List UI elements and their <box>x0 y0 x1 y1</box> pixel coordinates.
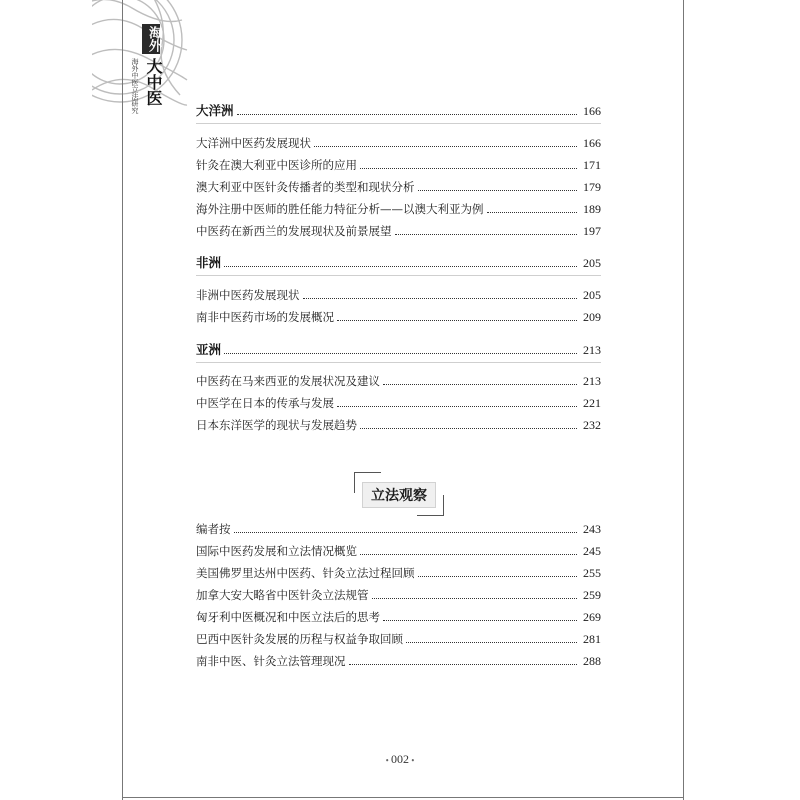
toc-entry[interactable] <box>196 132 601 150</box>
toc-entry[interactable] <box>196 176 601 194</box>
toc-entry-title: 澳大利亚中医针灸传播者的类型和现状分析 <box>196 180 415 194</box>
series-logo <box>131 24 165 124</box>
toc-entry-title: 大洋洲中医药发展现状 <box>196 136 311 150</box>
toc-page-number: 221 <box>583 396 601 410</box>
toc-page-number: 288 <box>583 654 601 668</box>
page-number-left-dot: • <box>385 755 391 766</box>
toc-entry-title: 非洲中医药发展现状 <box>196 288 300 302</box>
toc-page-number: 269 <box>583 610 601 624</box>
dot-leader <box>360 168 577 169</box>
section-divider <box>196 275 601 276</box>
toc-entry[interactable] <box>196 198 601 216</box>
toc-entry-title: 加拿大安大略省中医针灸立法规管 <box>196 588 369 602</box>
page-number <box>362 752 438 767</box>
logo-main-title: 大中医 <box>144 58 163 106</box>
toc-page-number: 166 <box>583 104 601 118</box>
dot-leader <box>418 576 578 577</box>
toc-page-number: 245 <box>583 544 601 558</box>
toc-page-number: 232 <box>583 418 601 432</box>
logo-calligraphy: 海外 <box>142 24 160 54</box>
toc-page-number: 166 <box>583 136 601 150</box>
dot-leader <box>337 320 577 321</box>
toc-entry[interactable] <box>196 306 601 324</box>
toc-page-number: 205 <box>583 288 601 302</box>
part-heading-label: 立法观察 <box>362 482 436 508</box>
dot-leader <box>395 234 578 235</box>
dot-leader <box>234 532 578 533</box>
page-number-right-dot: • <box>409 755 415 766</box>
toc-entry[interactable] <box>196 154 601 172</box>
toc-entry-title: 日本东洋医学的现状与发展趋势 <box>196 418 357 432</box>
toc-entry[interactable] <box>196 584 601 602</box>
toc-page-number: 243 <box>583 522 601 536</box>
section-divider <box>196 123 601 124</box>
toc-entry[interactable] <box>196 518 601 536</box>
dot-leader <box>383 620 577 621</box>
toc-entry-title: 针灸在澳大利亚中医诊所的应用 <box>196 158 357 172</box>
toc-section-asia[interactable] <box>196 339 601 357</box>
toc-page-number: 255 <box>583 566 601 580</box>
dot-leader <box>487 212 578 213</box>
toc-entry[interactable] <box>196 650 601 668</box>
toc-entry-title: 中医学在日本的传承与发展 <box>196 396 334 410</box>
part-heading <box>354 472 444 516</box>
section-divider <box>196 362 601 363</box>
toc-entry[interactable] <box>196 414 601 432</box>
dot-leader <box>314 146 577 147</box>
dot-leader <box>372 598 578 599</box>
toc-entry-title: 南非中医药市场的发展概况 <box>196 310 334 324</box>
toc-section-oceania[interactable] <box>196 100 601 118</box>
toc-entry-title: 南非中医、针灸立法管理现况 <box>196 654 346 668</box>
toc-entry[interactable] <box>196 220 601 238</box>
dot-leader <box>224 353 577 354</box>
toc-entry-title: 中医药在新西兰的发展现状及前景展望 <box>196 224 392 238</box>
toc-entry-title: 中医药在马来西亚的发展状况及建议 <box>196 374 380 388</box>
dot-leader <box>360 428 577 429</box>
toc-page-number: 171 <box>583 158 601 172</box>
dot-leader <box>337 406 577 407</box>
toc-entry[interactable] <box>196 562 601 580</box>
toc-entry-title: 国际中医药发展和立法情况概览 <box>196 544 357 558</box>
toc-section-africa[interactable] <box>196 252 601 270</box>
dot-leader <box>406 642 577 643</box>
toc-entry[interactable] <box>196 606 601 624</box>
toc-entry-title: 巴西中医针灸发展的历程与权益争取回顾 <box>196 632 403 646</box>
toc-entry[interactable] <box>196 392 601 410</box>
dot-leader <box>224 266 577 267</box>
toc-section-title: 大洋洲 <box>196 103 234 118</box>
toc-section-title: 亚洲 <box>196 342 222 357</box>
toc-page-number: 209 <box>583 310 601 324</box>
toc-entry[interactable] <box>196 370 601 388</box>
toc-page-number: 197 <box>583 224 601 238</box>
dot-leader <box>418 190 578 191</box>
dot-leader <box>360 554 577 555</box>
dot-leader <box>303 298 578 299</box>
page-number-value: 002 <box>391 752 409 766</box>
toc-page-number: 189 <box>583 202 601 216</box>
toc-entry-title: 美国佛罗里达州中医药、针灸立法过程回顾 <box>196 566 415 580</box>
toc-entry-title: 海外注册中医师的胜任能力特征分析——以澳大利亚为例 <box>196 202 484 216</box>
dot-leader <box>349 664 578 665</box>
toc-page-number: 259 <box>583 588 601 602</box>
toc-entry-title: 匈牙利中医概况和中医立法后的思考 <box>196 610 380 624</box>
toc-page-number: 205 <box>583 256 601 270</box>
toc-page-number: 281 <box>583 632 601 646</box>
toc-entry[interactable] <box>196 284 601 302</box>
toc-entry-title: 编者按 <box>196 522 231 536</box>
toc-section-title: 非洲 <box>196 255 222 270</box>
dot-leader <box>237 114 577 115</box>
toc-page-number: 179 <box>583 180 601 194</box>
logo-series-name: 海外中医立法研究 <box>131 58 139 114</box>
toc-entry[interactable] <box>196 628 601 646</box>
toc-page-number: 213 <box>583 374 601 388</box>
toc-page-number: 213 <box>583 343 601 357</box>
toc-entry[interactable] <box>196 540 601 558</box>
dot-leader <box>383 384 577 385</box>
